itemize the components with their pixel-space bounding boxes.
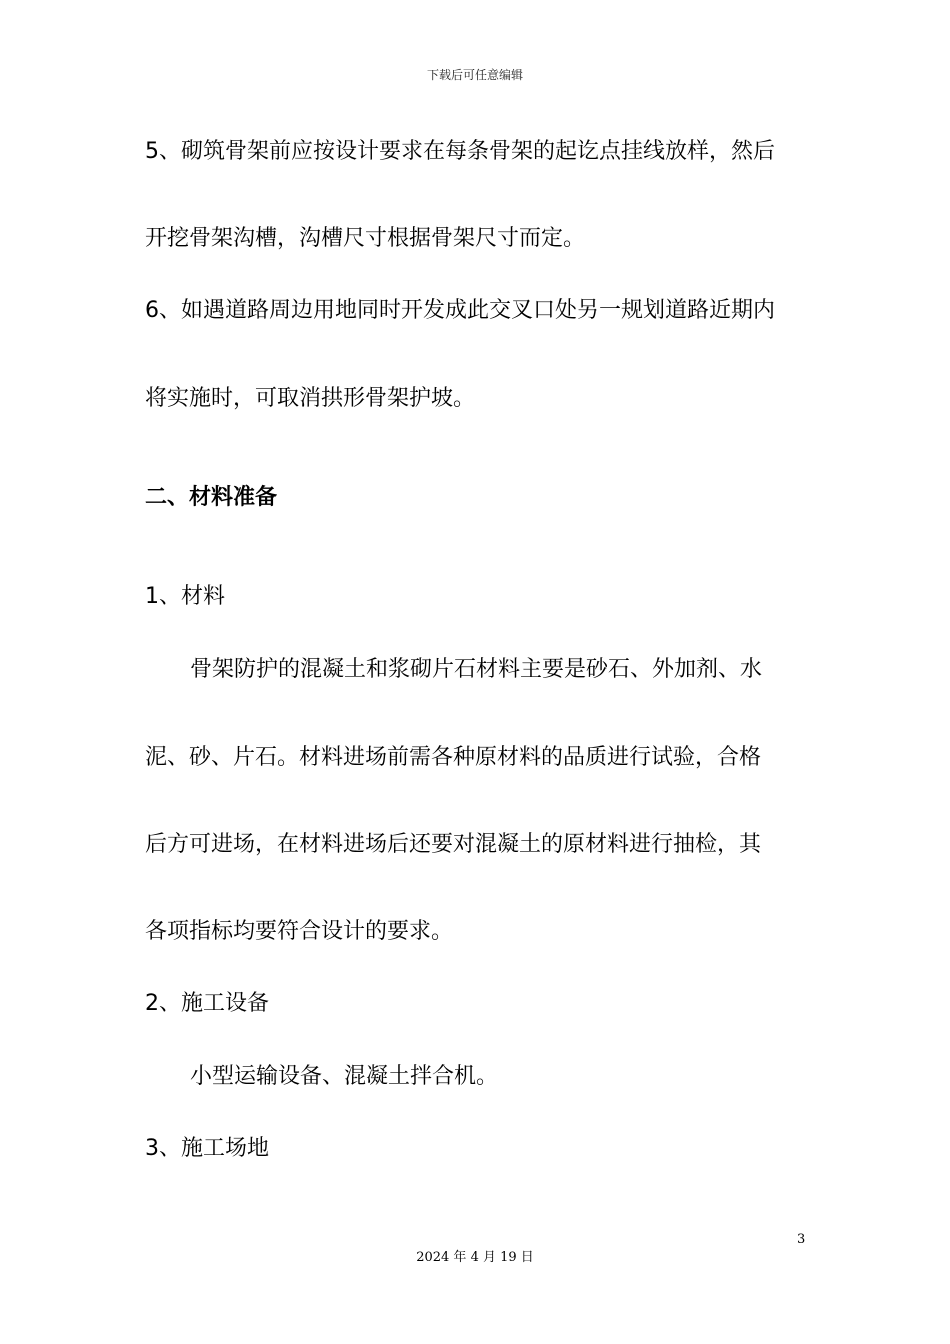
body-paragraph-line: 将实施时，可取消拱形骨架护坡。 — [145, 386, 476, 411]
body-paragraph-line: 各项指标均要符合设计的要求。 — [145, 919, 454, 944]
section-heading: 二、材料准备 — [145, 485, 278, 510]
page-footer-date: 2024 年 4 月 19 日 — [416, 1250, 534, 1265]
subsection-heading: 3、施工场地 — [145, 1136, 269, 1161]
body-paragraph-line: 5、砌筑骨架前应按设计要求在每条骨架的起讫点挂线放样，然后 — [145, 139, 775, 164]
body-paragraph-line: 6、如遇道路周边用地同时开发成此交叉口处另一规划道路近期内 — [145, 298, 775, 323]
subsection-heading: 1、材料 — [145, 584, 225, 609]
body-paragraph-line: 骨架防护的混凝土和浆砌片石材料主要是砂石、外加剂、水 — [190, 657, 763, 682]
page-header: 下载后可任意编辑 — [426, 68, 523, 82]
subsection-heading: 2、施工设备 — [145, 991, 269, 1016]
body-paragraph-line: 后方可进场，在材料进场后还要对混凝土的原材料进行抽检，其 — [145, 832, 762, 857]
body-paragraph-line: 开挖骨架沟槽，沟槽尺寸根据骨架尺寸而定。 — [145, 226, 586, 251]
body-paragraph-line: 小型运输设备、混凝土拌合机。 — [190, 1064, 499, 1089]
body-paragraph-line: 泥、砂、片石。材料进场前需各种原材料的品质进行试验，合格 — [145, 745, 762, 770]
page-number: 3 — [797, 1232, 806, 1247]
